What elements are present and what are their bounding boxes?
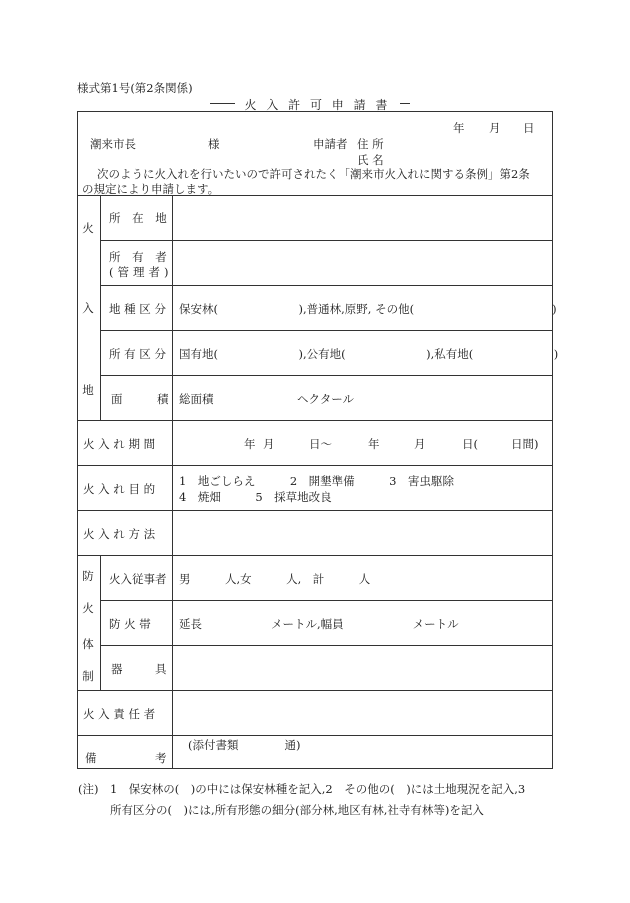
period-label: 火 入 れ 期 間 (83, 437, 156, 451)
request-text-line2: の規定により申請します。 (82, 182, 220, 196)
manager-label: (管理者) (109, 265, 173, 279)
period-day2: 日( (462, 437, 478, 451)
remarks-label-first: 備 (85, 751, 97, 765)
equipment-label-first: 器 (111, 662, 123, 676)
land-type-value: 保安林( ),普通林,原野, その他( ) (179, 302, 557, 316)
form-title: 火 入 許 可 申 請 書 (235, 96, 400, 113)
row-line (77, 555, 552, 556)
site-group-char: 火 (82, 221, 94, 235)
period-year1: 年 (244, 437, 256, 451)
remarks-label-second: 考 (155, 751, 167, 765)
remarks-value: (添付書類 通) (188, 738, 301, 752)
area-unit: ヘクタール (297, 392, 355, 406)
request-text-line1: 次のように火入れを行いたいので許可されたく「潮来市火入れに関する条例」第2条 (97, 167, 530, 181)
form-number: 様式第1号(第2条関係) (77, 81, 193, 95)
period-year2: 年 (368, 437, 380, 451)
fire-group-char: 火 (82, 601, 94, 615)
row-line (100, 645, 552, 646)
location-label: 所 在 地 (109, 211, 171, 225)
address-label: 住 所 (357, 137, 384, 151)
row-line (100, 285, 552, 286)
name-label: 氏 名 (357, 153, 384, 167)
date-day: 日 (523, 121, 535, 135)
group-divider (100, 555, 101, 690)
area-total-label: 総面積 (179, 392, 214, 406)
land-type-label: 地 種 区 分 (109, 302, 166, 316)
addressee-honorific: 様 (208, 137, 220, 151)
label-divider (172, 195, 173, 768)
fire-group-char: 制 (82, 669, 94, 683)
ownership-value: 国有地( ),公有地( ),私有地( ) (179, 347, 559, 361)
firebreak-value: 延長 メートル,幅員 メートル (179, 617, 459, 631)
responsible-label: 火 入 責 任 者 (83, 707, 156, 721)
row-line (77, 735, 552, 736)
date-year: 年 (453, 121, 465, 135)
equipment-label-second: 具 (155, 662, 167, 676)
ownership-label: 所 有 区 分 (109, 347, 166, 361)
method-label: 火 入 れ 方 法 (83, 527, 156, 541)
workers-value: 男 人,女 人, 計 人 (179, 572, 371, 586)
row-line (77, 465, 552, 466)
firebreak-label: 防 火 帯 (109, 617, 151, 631)
area-label-first: 面 (111, 392, 123, 406)
addressee: 潮来市長 (90, 137, 136, 151)
note-line1: (注) 1 保安林の( )の中には保安林種を記入,2 その他の( )には土地現況を記入,3 (78, 782, 526, 796)
row-line (100, 330, 552, 331)
row-line (100, 240, 552, 241)
applicant-label: 申請者 (313, 137, 348, 151)
period-month2: 月 (414, 437, 426, 451)
site-group-char: 地 (82, 383, 94, 397)
workers-label: 火入従事者 (109, 572, 167, 586)
row-line (100, 375, 552, 376)
fire-group-char: 防 (82, 569, 94, 583)
row-line (77, 690, 552, 691)
group-divider (100, 195, 101, 420)
row-line (77, 420, 552, 421)
note-line2: 所有区分の( )には,所有形態の細分(部分林,地区有林,社寺有林等)を記入 (110, 803, 484, 817)
purpose-label: 火 入 れ 目 的 (83, 482, 156, 496)
row-line (100, 600, 552, 601)
owner-label: 所 有 者 (109, 250, 171, 264)
purpose-line2: 4 焼畑 5 採草地改良 (179, 490, 332, 504)
date-month: 月 (489, 121, 501, 135)
period-day1: 日〜 (309, 437, 332, 451)
site-group-char: 入 (82, 301, 94, 315)
purpose-line1: 1 地ごしらえ 2 開墾準備 3 害虫駆除 (179, 474, 454, 488)
period-month1: 月 (263, 437, 275, 451)
area-label-second: 積 (157, 392, 169, 406)
period-days: 日間) (511, 437, 539, 451)
fire-group-char: 体 (82, 637, 94, 651)
row-line (77, 510, 552, 511)
